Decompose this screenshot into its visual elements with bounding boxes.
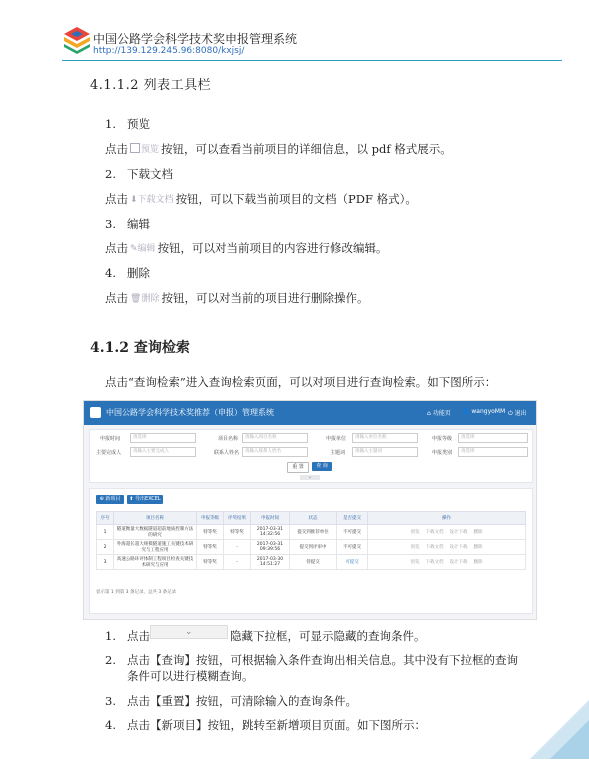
cell-time: 2017-03-30 14:51:27 — [251, 555, 290, 570]
label-project-name: 项目名称 — [218, 436, 239, 442]
step-4: 4. 点击【新项目】按钮，跳转至新增项目页面。如下图所示： — [105, 718, 426, 732]
cell-ops — [368, 540, 526, 555]
project-table — [96, 511, 526, 570]
op-preview[interactable]: 预览 — [410, 560, 420, 565]
cell-result: - — [224, 540, 251, 555]
export-excel-button[interactable]: ⬆ 导出EXCEL — [127, 495, 163, 504]
chevron-down-icon: ⌄ — [185, 627, 193, 637]
cell-submit[interactable]: 可提交 — [337, 555, 368, 570]
col-time: 申报时间 — [251, 512, 290, 525]
completer-input[interactable]: 请输入主要完成人 — [130, 447, 196, 457]
cell-time: 2017-03-31 14:32:56 — [251, 525, 290, 540]
toolbar-desc-2: 点击 ⬇下载文档 按钮，可以下载当前项目的文档（PDF 格式）。 — [105, 192, 417, 206]
query-intro: 点击“查询检索”进入查询检索页面，可以对项目进行查询检索。如下图所示： — [105, 375, 497, 389]
op-preview[interactable]: 预览 — [410, 530, 420, 535]
cell-result: - — [224, 555, 251, 570]
cell-status: 待提交 — [290, 555, 337, 570]
cell-level: 特等奖 — [197, 525, 224, 540]
home-link[interactable]: ⌂ 功能页 — [427, 410, 451, 417]
cell-ops — [368, 555, 526, 570]
label-level: 申报等级 — [432, 436, 453, 442]
toolbar-item-1: 1. 预览 — [105, 117, 150, 131]
toggle-dropdown-chevron-icon[interactable]: ⌄ — [300, 475, 320, 480]
screenshot-topbar — [84, 401, 536, 425]
section-heading-query: 4.1.2 查询检索 — [90, 340, 190, 356]
cell-status: 提交到推荐单位 — [290, 525, 337, 540]
cell-index: 2 — [97, 540, 114, 555]
label-unit: 申报单位 — [326, 436, 347, 442]
preview-button-sample: 预览 — [130, 142, 159, 155]
edit-icon: ✎ — [130, 244, 138, 254]
op-design-download[interactable]: 设计下载 — [449, 560, 468, 565]
op-download[interactable]: 下载文档 — [425, 560, 444, 565]
op-design-download[interactable]: 设计下载 — [449, 530, 468, 535]
col-result: 评奖结果 — [224, 512, 251, 525]
table-footer: 显示第 1 到第 3 条记录，总共 3 条记录 — [96, 590, 177, 595]
op-download[interactable]: 下载文档 — [425, 530, 444, 535]
embedded-screenshot — [83, 400, 537, 620]
col-submit: 是否提交 — [337, 512, 368, 525]
download-icon: ⬇ — [130, 195, 138, 205]
preview-icon — [130, 143, 140, 153]
download-button-sample: ⬇下载文档 — [130, 195, 174, 205]
table-row — [97, 525, 526, 540]
level-select[interactable]: 请选择 — [458, 433, 528, 443]
keyword-input[interactable]: 请输入主题词 — [352, 447, 418, 457]
corner-decoration — [530, 700, 589, 759]
dropdown-toggle-sample — [150, 625, 228, 639]
unit-input[interactable]: 请输入单位名称 — [352, 433, 418, 443]
cell-project-name: 隧道衡量大数据隧道超前地质控制方法的研究 — [114, 525, 197, 540]
project-list-panel — [89, 488, 533, 614]
header-title: 中国公路学会科学技术奖申报管理系统 — [93, 32, 298, 46]
step-1: 1. 点击 隐藏下拉框，可显示隐藏的查询条件。 — [105, 629, 426, 643]
label-category: 申报类别 — [432, 450, 453, 456]
screenshot-title: 中国公路学会科学技术奖推荐（申报）管理系统 — [106, 408, 274, 417]
logout-link[interactable]: ⏻ 退出 — [508, 410, 527, 417]
toolbar-item-3: 3. 编辑 — [105, 217, 150, 231]
toolbar-desc-3: 点击 ✎编辑 按钮，可以对当前项目的内容进行修改编辑。 — [105, 241, 388, 255]
toolbar-item-4: 4. 删除 — [105, 266, 150, 280]
cell-ops — [368, 525, 526, 540]
edit-button-sample: ✎编辑 — [130, 244, 156, 254]
cell-submit: 不可提交 — [337, 540, 368, 555]
label-declare-time: 申报时间 — [100, 436, 121, 442]
new-project-button[interactable]: ⊕ 新项目 — [96, 495, 124, 504]
op-delete[interactable]: 删除 — [473, 530, 483, 535]
step-3: 3. 点击【重置】按钮，可清除输入的查询条件。 — [105, 694, 357, 708]
op-download[interactable]: 下载文档 — [425, 545, 444, 550]
col-level: 申报等级 — [197, 512, 224, 525]
cell-result: 特等奖 — [224, 525, 251, 540]
col-index: 序号 — [97, 512, 114, 525]
op-design-download[interactable]: 设计下载 — [449, 545, 468, 550]
cell-index: 3 — [97, 555, 114, 570]
header-url[interactable]: http://139.129.245.96:8080/kxjsj/ — [93, 46, 245, 56]
screenshot-logo-icon — [90, 407, 101, 418]
op-delete[interactable]: 删除 — [473, 560, 483, 565]
header-divider — [62, 60, 562, 61]
project-name-input[interactable]: 请输入项目名称 — [242, 433, 308, 443]
col-project-name: 项目名称 — [114, 512, 197, 525]
step-2: 2. 点击【查询】按钮，可根据输入条件查询出相关信息。其中没有下拉框的查询 — [105, 653, 518, 667]
category-select[interactable]: 请选择 — [458, 447, 528, 457]
user-link[interactable]: 👤 wangyoMM — [462, 408, 506, 415]
toolbar-item-2: 2. 下载文档 — [105, 167, 173, 181]
op-preview[interactable]: 预览 — [410, 545, 420, 550]
cell-status: 提交到评审中 — [290, 540, 337, 555]
toolbar-desc-4: 点击 🗑删除 按钮，可以对当前的项目进行删除操作。 — [105, 291, 369, 305]
toolbar-desc-1: 点击 预览 按钮，可以查看当前项目的详细信息，以 pdf 格式展示。 — [105, 142, 452, 156]
cell-level: 特等奖 — [197, 540, 224, 555]
cell-level: 特等奖 — [197, 555, 224, 570]
section-heading-toolbar: 4.1.1.2 列表工具栏 — [90, 78, 212, 93]
declare-time-select[interactable]: 请选择 — [130, 433, 196, 443]
label-contact: 联系人姓名 — [214, 450, 240, 456]
reset-button[interactable]: 重 置 — [287, 462, 309, 473]
label-keyword: 主题词 — [330, 450, 346, 456]
cell-project-name: 高速公路环评体制工程项目检查关键技术研究与应用 — [114, 555, 197, 570]
label-completer: 主要完成人 — [96, 450, 122, 456]
table-row — [97, 540, 526, 555]
logo-icon — [62, 25, 92, 55]
query-button[interactable]: 查 询 — [312, 462, 332, 471]
col-ops: 操作 — [368, 512, 526, 525]
cell-time: 2017-03-31 09:39:56 — [251, 540, 290, 555]
table-header-row — [97, 512, 526, 525]
table-row — [97, 555, 526, 570]
trash-icon: 🗑 — [130, 294, 142, 304]
cell-submit: 不可提交 — [337, 525, 368, 540]
contact-input[interactable]: 请输入联系人姓名 — [242, 447, 308, 457]
search-form — [89, 429, 533, 483]
delete-button-sample: 🗑删除 — [130, 294, 160, 304]
step-2-cont: 条件可以进行模糊查询。 — [127, 669, 254, 683]
op-delete[interactable]: 删除 — [473, 545, 483, 550]
cell-index: 1 — [97, 525, 114, 540]
cell-project-name: 外海超长超大规模隧道施工关键技术研究与工程应用 — [114, 540, 197, 555]
col-status: 状态 — [290, 512, 337, 525]
